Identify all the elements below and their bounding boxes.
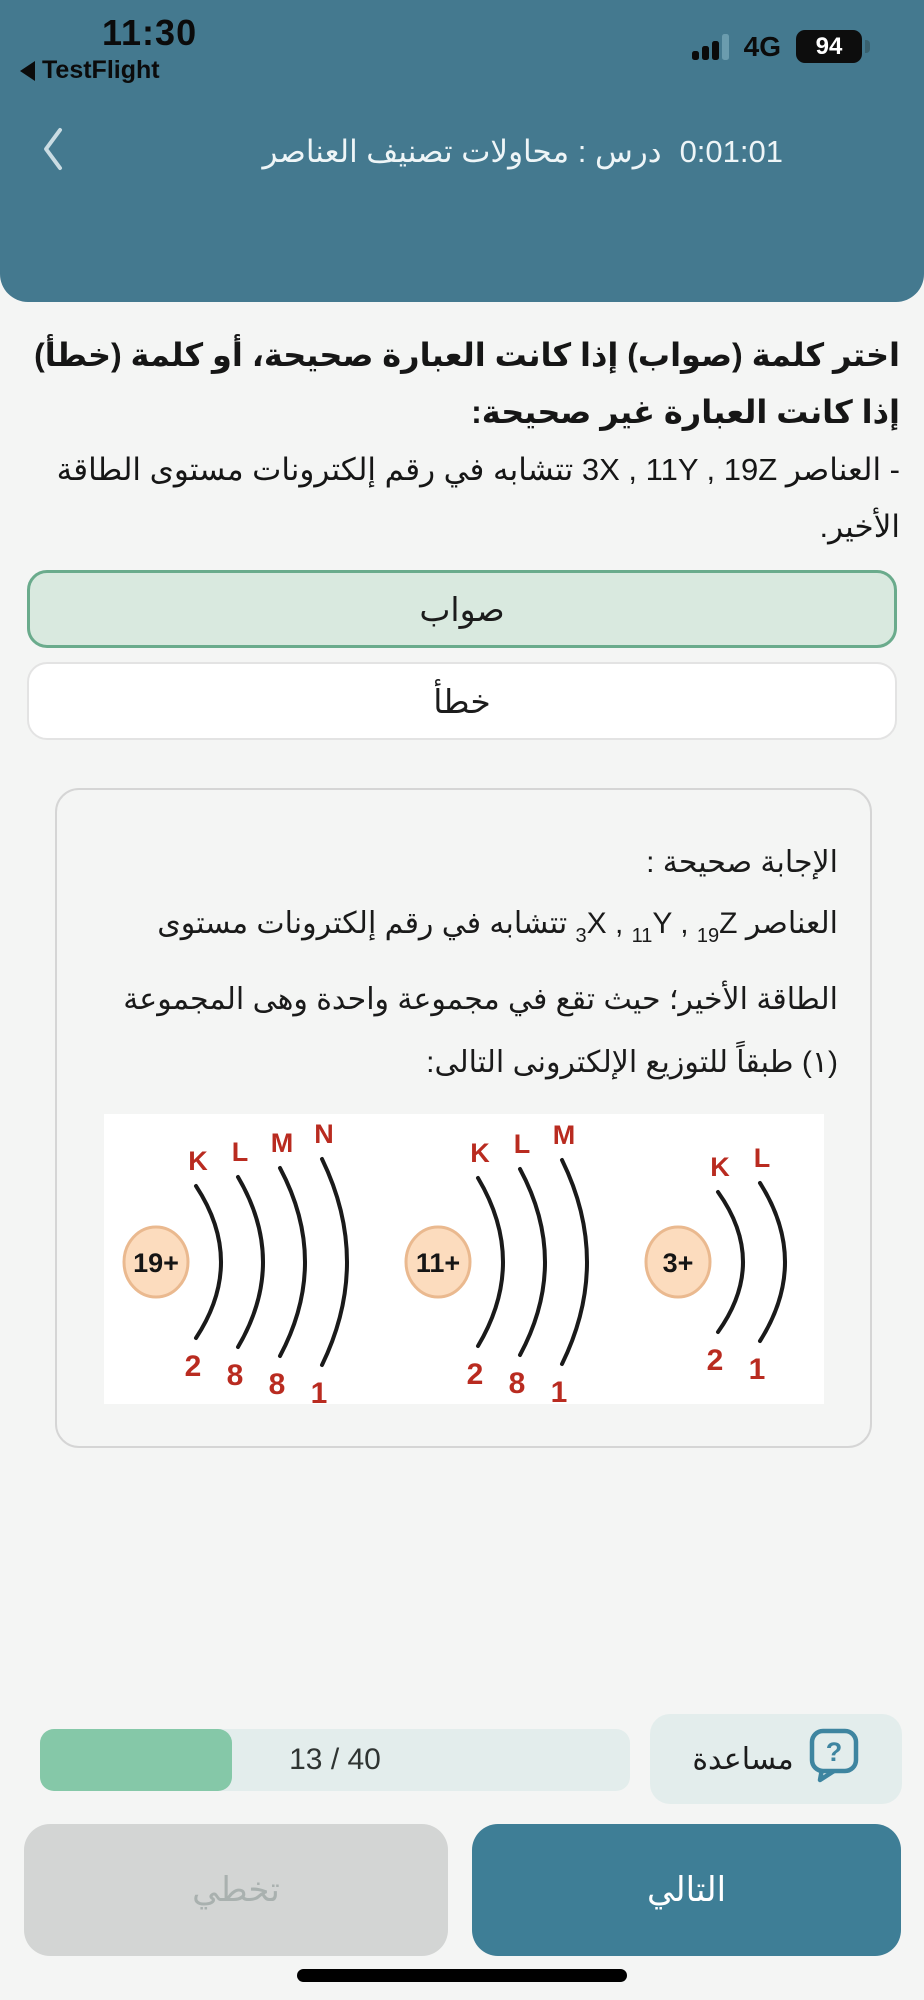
status-icons	[692, 30, 862, 63]
network-type: 4G	[743, 30, 781, 62]
svg-text:M: M	[552, 1120, 575, 1150]
svg-text:2: 2	[184, 1350, 201, 1383]
answer-false-label: خطأ	[433, 682, 491, 720]
svg-text:+11: +11	[415, 1248, 460, 1278]
skip-label: تخطي	[192, 1871, 280, 1909]
svg-text:1: 1	[310, 1377, 327, 1404]
svg-text:8: 8	[226, 1359, 243, 1392]
back-chevron-icon[interactable]	[40, 126, 66, 177]
explanation-heading: الإجابة صحيحة :	[646, 846, 838, 879]
svg-text:K: K	[709, 1152, 730, 1182]
explanation-card	[55, 788, 872, 1448]
svg-text:+3: +3	[662, 1248, 693, 1278]
help-bubble-icon	[808, 1727, 860, 1791]
skip-button[interactable]	[24, 1824, 448, 1956]
svg-text:K: K	[187, 1146, 208, 1176]
signal-icon	[692, 34, 729, 60]
help-label: مساعدة	[692, 1742, 794, 1776]
back-app-label: TestFlight	[42, 56, 160, 84]
battery-icon	[796, 30, 862, 63]
svg-text:+19: +19	[132, 1248, 179, 1278]
answer-true-button[interactable]	[27, 570, 897, 648]
svg-text:8: 8	[268, 1368, 285, 1401]
battery-percent: 94	[815, 32, 843, 60]
svg-text:L: L	[513, 1129, 530, 1159]
svg-text:?: ?	[825, 1737, 842, 1767]
electron-shell-diagram	[104, 1114, 824, 1404]
question-instruction: اختر كلمة (صواب) إذا كانت العبارة صحيحة، أو كلمة (خطأ) إذا كانت العبارة غير صحيحة:	[34, 337, 900, 430]
svg-text:1: 1	[748, 1353, 765, 1386]
clock: 11:30	[102, 12, 198, 53]
progress-label: 13 / 40	[289, 1743, 381, 1776]
timer: 0:01:01	[679, 133, 783, 169]
svg-text:L: L	[231, 1137, 248, 1167]
question-block	[24, 327, 900, 555]
svg-text:K: K	[469, 1138, 490, 1168]
svg-text:L: L	[753, 1143, 770, 1173]
answer-true-label: صواب	[419, 590, 505, 628]
help-button[interactable]	[650, 1714, 902, 1804]
atom-+19	[104, 1114, 386, 1404]
svg-text:M: M	[270, 1128, 293, 1158]
svg-text:1: 1	[550, 1376, 567, 1404]
back-triangle-icon	[20, 61, 35, 81]
lesson-header-row	[0, 126, 924, 177]
back-to-app-link[interactable]	[20, 56, 160, 85]
home-indicator[interactable]	[297, 1969, 627, 1982]
atom-+11	[386, 1114, 626, 1404]
explanation-body: العناصر $_3$X , $_{11}$Y , $_{19}$Z تتشابه في رقم إلكترونات مستوى الطاقة الأخير؛ حيث تقع في مجموعة واحدة وهى المجموعة (١) طبقاً للتوزيع الإلكترونى التالى:	[123, 907, 838, 1079]
svg-text:2: 2	[706, 1344, 723, 1377]
next-label: التالي	[646, 1871, 727, 1909]
svg-text:8: 8	[508, 1367, 525, 1400]
svg-text:N: N	[313, 1119, 334, 1149]
next-button[interactable]	[472, 1824, 901, 1956]
lesson-title: درس : محاولات تصنيف العناصر	[262, 133, 662, 169]
status-bar	[0, 8, 924, 82]
answer-false-button[interactable]	[27, 662, 897, 740]
question-statement: - العناصر 3X , 11Y , 19Z تتشابه في رقم إلكترونات مستوى الطاقة الأخير.	[56, 452, 900, 544]
progress-bar	[40, 1729, 630, 1791]
svg-text:2: 2	[466, 1358, 483, 1391]
header	[0, 0, 924, 302]
atom-+3	[626, 1114, 824, 1404]
